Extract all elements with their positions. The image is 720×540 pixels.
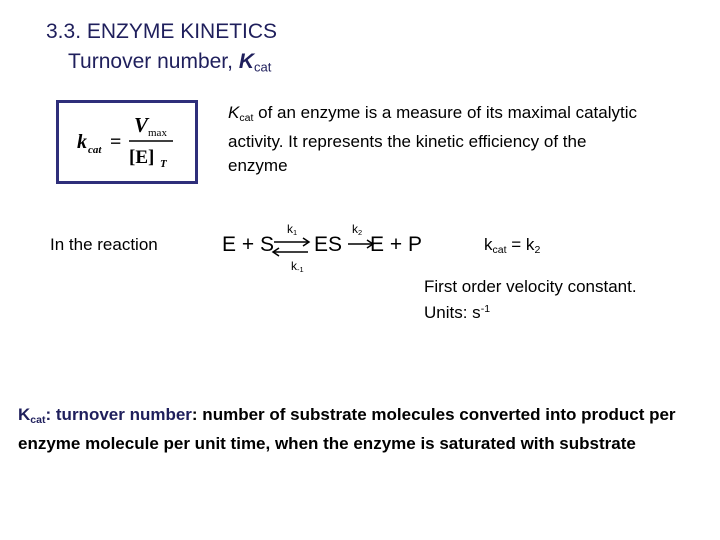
page-subtitle xyxy=(68,50,271,75)
formula-numerator: V xyxy=(134,113,149,137)
rate-k2-k: k xyxy=(352,222,358,236)
rate-k-minus1-sub: -1 xyxy=(297,265,304,275)
formula-lhs: k xyxy=(77,131,87,153)
kcat-formula-box xyxy=(56,100,198,184)
rate-k2 xyxy=(352,222,362,237)
kcat-equation xyxy=(484,235,540,256)
defn-term: : turnover number xyxy=(45,405,192,424)
kcat-eq-rhs-sub: 2 xyxy=(534,243,541,256)
defn-k-sub: cat xyxy=(30,413,46,426)
kcat-eq-k: k xyxy=(484,235,493,254)
rate-k1-sub: 1 xyxy=(293,228,298,238)
rate-k2-sub: 2 xyxy=(358,228,363,238)
subtitle-k-sub: cat xyxy=(253,59,272,75)
reaction-label: In the reaction xyxy=(50,235,158,254)
formula-denominator: [E] xyxy=(129,147,155,168)
rate-k1-k: k xyxy=(287,222,293,236)
section-title: 3.3. ENZYME KINETICS xyxy=(46,20,278,43)
desc-k: K xyxy=(228,103,240,122)
subtitle-text: Turnover number, xyxy=(68,50,239,73)
defn-k: K xyxy=(18,405,31,424)
rate-k1 xyxy=(287,222,297,237)
kcat-definition xyxy=(18,403,698,456)
reaction-right: E + P xyxy=(370,233,422,256)
note-text: First order velocity constant. Units: s xyxy=(424,277,637,322)
units-note xyxy=(424,275,644,324)
desc-text: of an enzyme is a measure of its maximal catalytic activity. It represents the kinetic efficiency of the enzyme xyxy=(228,103,637,175)
rate-k-minus1-k: k xyxy=(291,259,297,273)
note-sup: -1 xyxy=(480,303,491,315)
equilibrium-arrows xyxy=(270,236,314,258)
defn-text: : number of substrate molecules converted into product per enzyme molecule per unit time, when the enzyme is saturated with substrate xyxy=(18,405,676,453)
rate-k-minus1 xyxy=(291,259,304,274)
formula-lhs-sub: cat xyxy=(88,144,102,156)
formula-equals: = xyxy=(110,131,122,153)
kcat-eq-k-sub: cat xyxy=(492,243,507,256)
kcat-description xyxy=(228,101,648,178)
formula-denominator-sub: T xyxy=(160,158,167,170)
subtitle-k: K xyxy=(238,50,254,73)
desc-k-sub: cat xyxy=(239,111,254,124)
reaction-middle: ES xyxy=(314,233,343,256)
kcat-eq-equals: = k xyxy=(506,235,535,254)
formula-numerator-sub: max xyxy=(148,127,167,139)
reaction-left: E + S xyxy=(222,233,274,256)
kcat-formula xyxy=(59,103,195,181)
